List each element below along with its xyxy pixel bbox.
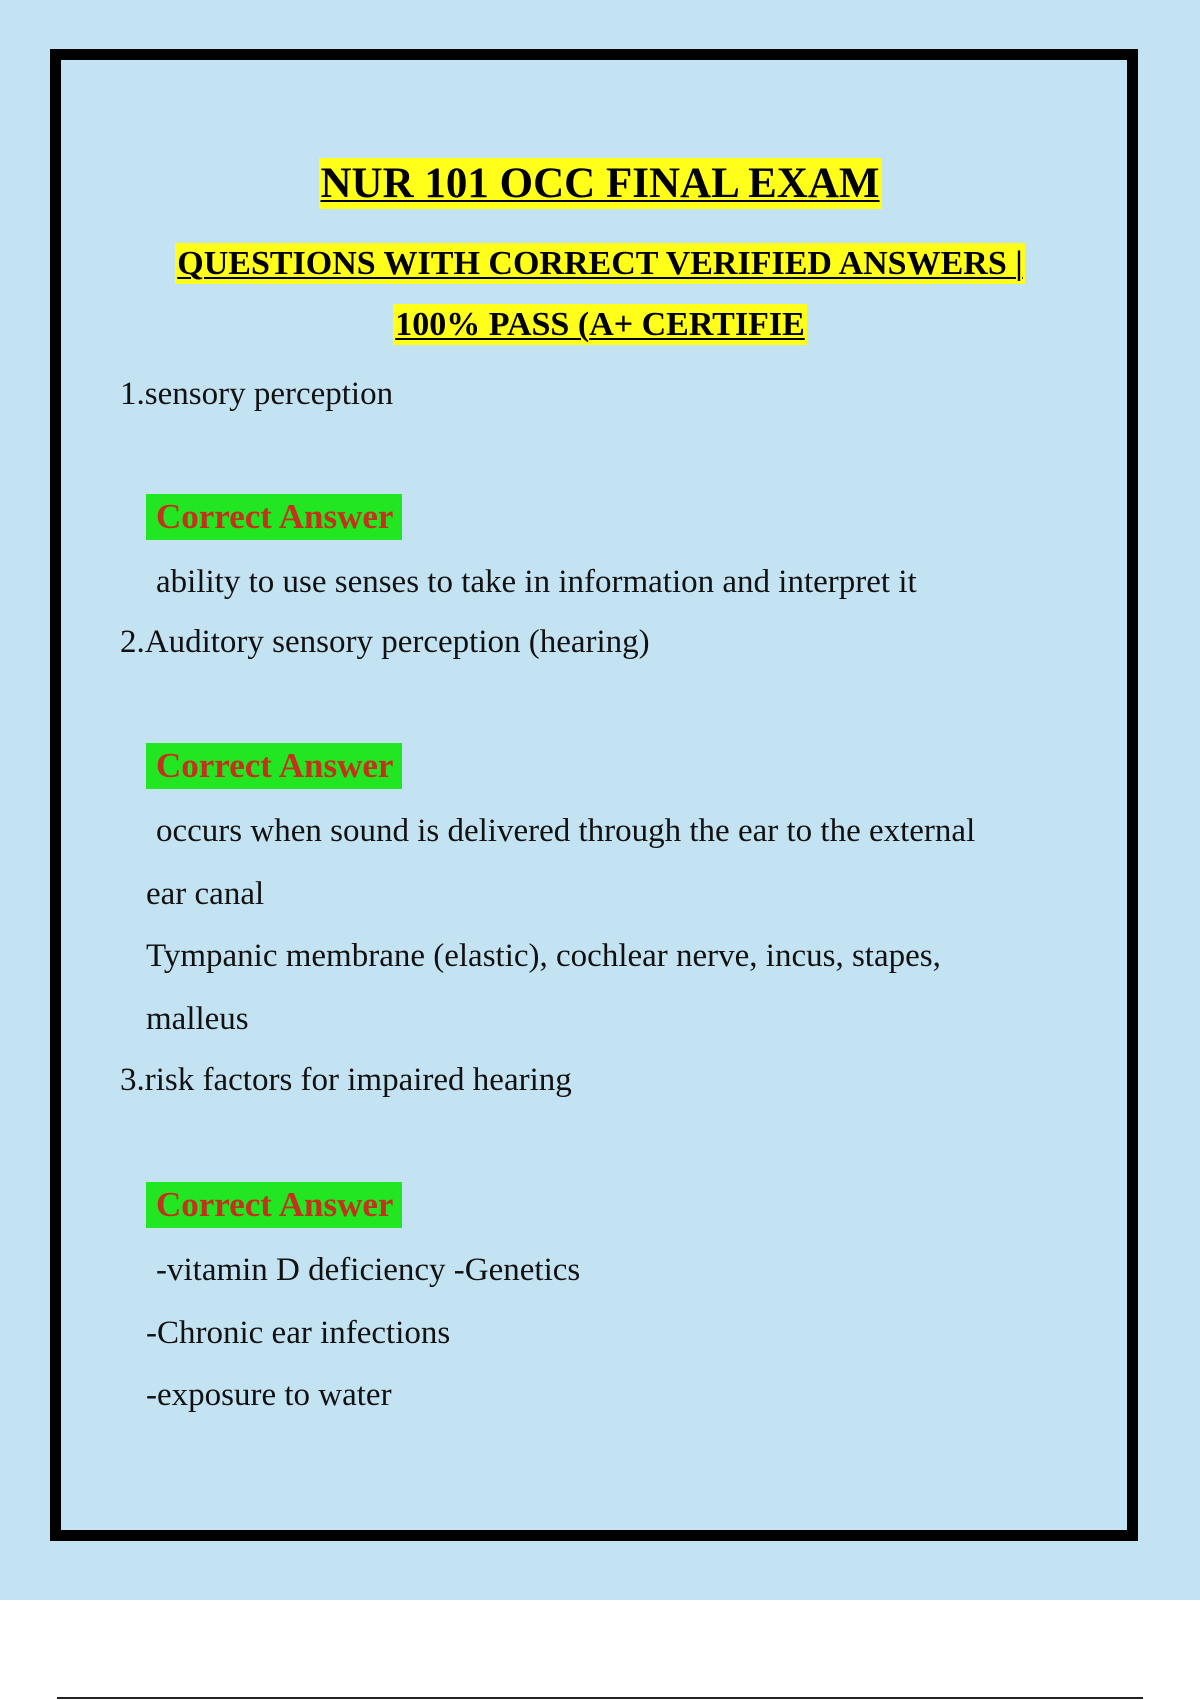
answer-2-line-4: malleus bbox=[146, 1001, 249, 1037]
subtitle-text-2: 100% PASS (A+ CERTIFIE bbox=[395, 306, 805, 343]
answer-3-line-3: -exposure to water bbox=[146, 1377, 392, 1413]
question-2: 2.Auditory sensory perception (hearing) bbox=[120, 624, 650, 660]
title-text: NUR 101 OCC FINAL EXAM bbox=[320, 160, 880, 207]
answer-1-line-1: ability to use senses to take in information and interpret it bbox=[156, 564, 917, 600]
document-subtitle-line-2 bbox=[0, 308, 1200, 342]
answer-3-line-2: -Chronic ear infections bbox=[146, 1315, 451, 1351]
answer-3-line-1: -vitamin D deficiency -Genetics bbox=[156, 1252, 581, 1288]
correct-answer-label-2: Correct Answer bbox=[146, 743, 402, 789]
footer-divider bbox=[57, 1697, 1143, 1699]
document-title bbox=[0, 162, 1200, 205]
answer-2-line-3: Tympanic membrane (elastic), cochlear nerve, incus, stapes, bbox=[146, 938, 941, 974]
correct-answer-label-1: Correct Answer bbox=[146, 494, 402, 540]
answer-2-line-2: ear canal bbox=[146, 876, 265, 912]
question-3: 3.risk factors for impaired hearing bbox=[120, 1062, 572, 1098]
answer-2-line-1: occurs when sound is delivered through the ear to the external bbox=[156, 813, 976, 849]
question-1: 1.sensory perception bbox=[120, 376, 394, 412]
correct-answer-label-3: Correct Answer bbox=[146, 1182, 402, 1228]
document-subtitle-line-1 bbox=[0, 247, 1200, 281]
subtitle-text-1: QUESTIONS WITH CORRECT VERIFIED ANSWERS | bbox=[177, 245, 1023, 282]
